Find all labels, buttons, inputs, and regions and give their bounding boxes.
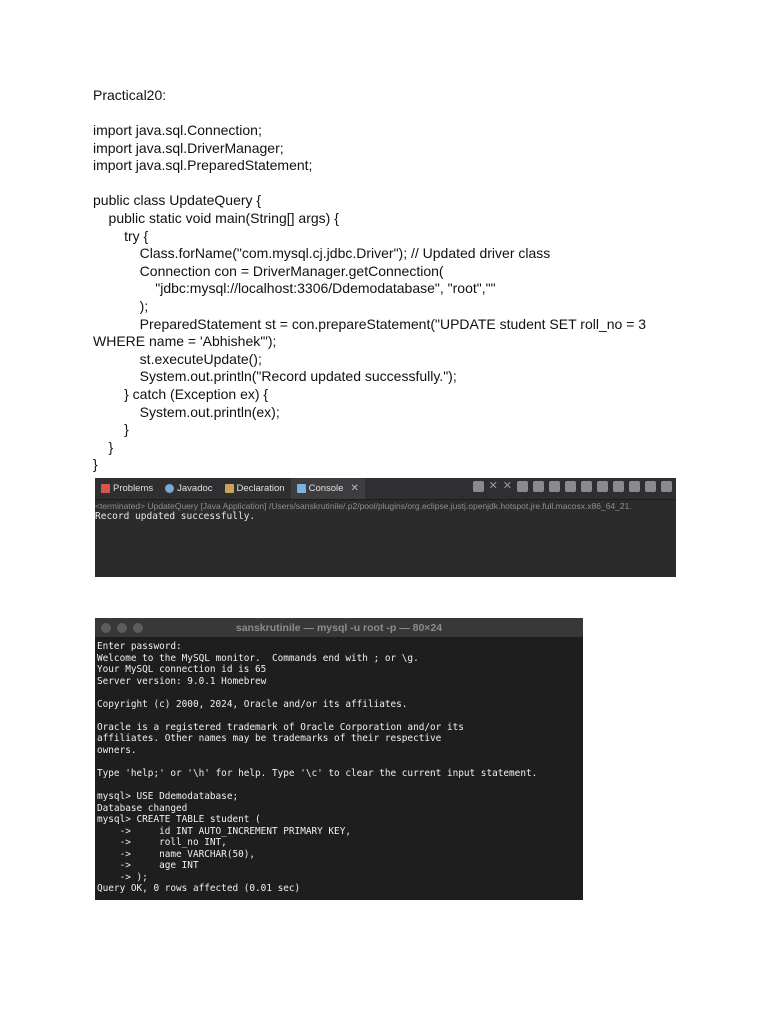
code-line: "jdbc:mysql://localhost:3306/Ddemodatabase", "root",""	[93, 280, 496, 297]
terminal-line: -> id INT AUTO_INCREMENT PRIMARY KEY,	[97, 825, 351, 837]
terminal-line: Your MySQL connection id is 65	[97, 664, 267, 676]
terminal-line: owners.	[97, 744, 137, 756]
remove-all-icon[interactable]: ✕	[502, 480, 512, 492]
terminal-line: Oracle is a registered trademark of Oracle Corporation and/or its	[97, 721, 464, 733]
show-on-error-icon[interactable]	[581, 481, 592, 492]
code-line: try {	[93, 227, 149, 244]
terminal-line	[97, 780, 583, 792]
clear-console-icon[interactable]	[517, 481, 528, 492]
tab-declaration[interactable]	[219, 478, 291, 499]
terminate-icon[interactable]	[473, 481, 484, 492]
terminal-line: -> );	[97, 871, 148, 883]
code-line: WHERE name = 'Abhishek'");	[93, 333, 277, 350]
pin-console-icon[interactable]	[597, 481, 608, 492]
code-line: import java.sql.PreparedStatement;	[93, 157, 313, 174]
terminal-titlebar	[95, 618, 583, 637]
zoom-window-icon[interactable]	[133, 623, 143, 633]
terminal-line: Server version: 9.0.1 Homebrew	[97, 675, 267, 687]
code-line: System.out.println("Record updated successfully.");	[93, 368, 457, 385]
console-tab-bar	[95, 478, 676, 500]
code-line: public static void main(String[] args) {	[93, 210, 339, 226]
close-window-icon[interactable]	[101, 623, 111, 633]
tab-problems[interactable]	[95, 478, 159, 499]
code-line: public class UpdateQuery {	[93, 192, 262, 209]
console-status-line: <terminated> UpdateQuery [Java Application] /Users/sanskrutinile/.p2/pool/plugins/org.eclipse.justj.openjdk.hotspot.jre.full.macosx.x86_64_21.	[95, 501, 632, 511]
minimize-window-icon[interactable]	[117, 623, 127, 633]
code-line: PreparedStatement st = con.prepareStatement("UPDATE student SET roll_no = 3	[93, 315, 647, 332]
terminal-line: -> roll_no INT,	[97, 837, 227, 849]
page-heading: Practical20:	[93, 87, 167, 103]
terminal-line: mysql> CREATE TABLE student (	[97, 814, 261, 826]
minimize-icon[interactable]	[645, 481, 656, 492]
tab-problems-label: Problems	[113, 483, 154, 494]
terminal-line	[97, 756, 583, 768]
remove-launch-icon[interactable]: ✕	[488, 480, 498, 492]
tab-console[interactable]	[291, 478, 365, 499]
terminal-line: -> age INT	[97, 860, 199, 872]
terminal-line: -> name VARCHAR(50),	[97, 848, 256, 860]
console-icon	[297, 484, 306, 493]
eclipse-console-panel	[95, 478, 676, 577]
terminal-line: Query OK, 0 rows affected (0.01 sec)	[97, 883, 301, 895]
code-line: import java.sql.DriverManager;	[93, 139, 284, 156]
tab-javadoc-label: Javadoc	[177, 483, 213, 494]
javadoc-icon	[165, 484, 174, 493]
terminal-output	[95, 637, 583, 895]
code-line: Class.forName("com.mysql.cj.jdbc.Driver"); // Updated driver class	[93, 245, 551, 262]
display-console-icon[interactable]	[613, 481, 624, 492]
terminal-line	[97, 710, 583, 722]
word-wrap-icon[interactable]	[549, 481, 560, 492]
code-line: }	[93, 456, 98, 473]
terminal-line: Type 'help;' or '\h' for help. Type '\c' to clear the current input statement.	[97, 768, 538, 780]
code-line: );	[93, 298, 149, 314]
code-line: }	[93, 438, 114, 455]
code-line: Connection con = DriverManager.getConnection(	[93, 262, 444, 279]
open-console-icon[interactable]	[629, 481, 640, 492]
show-on-output-icon[interactable]	[565, 481, 576, 492]
tab-declaration-label: Declaration	[236, 483, 285, 494]
terminal-title: sanskrutinile — mysql -u root -p — 80×24	[235, 621, 443, 634]
terminal-line	[97, 687, 583, 699]
terminal-line: Enter password:	[97, 641, 182, 652]
terminal-line: Database changed	[97, 802, 188, 814]
tab-console-label: Console	[308, 483, 344, 494]
terminal-window	[95, 618, 583, 900]
declaration-icon	[225, 484, 234, 493]
terminal-line: Welcome to the MySQL monitor. Commands end with ; or \g.	[97, 652, 419, 664]
terminal-line: mysql> USE Ddemodatabase;	[97, 791, 239, 803]
scroll-lock-icon[interactable]	[533, 481, 544, 492]
code-line: import java.sql.Connection;	[93, 122, 262, 138]
terminal-line: affiliates. Other names may be trademarks of their respective	[97, 733, 442, 745]
problems-icon	[101, 484, 110, 493]
maximize-icon[interactable]	[661, 481, 672, 492]
terminal-line: Copyright (c) 2000, 2024, Oracle and/or its affiliates.	[97, 698, 408, 710]
code-line: } catch (Exception ex) {	[93, 386, 269, 402]
console-output: Record updated successfully.	[95, 511, 256, 522]
code-line: }	[93, 421, 129, 438]
code-line: System.out.println(ex);	[93, 403, 280, 420]
tab-javadoc[interactable]	[159, 478, 218, 499]
console-toolbar	[473, 481, 672, 492]
code-line: st.executeUpdate();	[93, 350, 262, 367]
close-icon[interactable]: ✕	[350, 483, 359, 494]
